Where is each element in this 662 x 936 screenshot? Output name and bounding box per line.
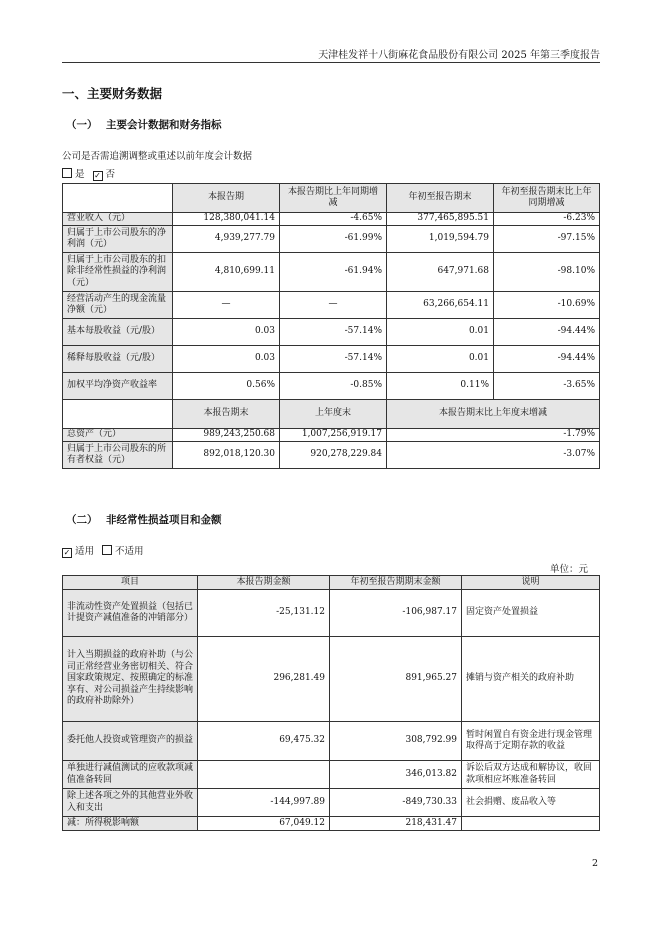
- value-cell: 989,243,250.68: [173, 429, 280, 442]
- current-amount-cell: [198, 761, 330, 789]
- column-header: 本报告期: [173, 184, 280, 213]
- subsection-number: （二）: [66, 514, 98, 526]
- key-financial-table: [62, 183, 600, 469]
- value-cell: -4.65%: [280, 213, 387, 226]
- value-cell: -61.99%: [280, 226, 387, 253]
- table-row: [63, 346, 600, 373]
- value-cell: 0.11%: [387, 373, 494, 400]
- note-cell: [462, 817, 600, 831]
- ytd-amount-cell: 346,013.82: [330, 761, 462, 789]
- subsection-number: （一）: [66, 119, 98, 131]
- value-cell: -6.23%: [494, 213, 600, 226]
- ytd-amount-cell: -106,987.17: [330, 590, 462, 637]
- value-cell: 892,018,120.30: [173, 442, 280, 469]
- value-cell: 0.56%: [173, 373, 280, 400]
- table-row: [63, 789, 600, 817]
- value-cell: -94.44%: [494, 319, 600, 346]
- column-header: 本报告期金额: [198, 576, 330, 590]
- checkbox-applicable-checked[interactable]: [62, 548, 72, 558]
- non-recurring-items-table: [62, 575, 600, 831]
- column-header: 本报告期末比上年度末增减: [387, 400, 600, 429]
- value-cell: 1,007,256,919.17: [280, 429, 387, 442]
- value-cell: -0.85%: [280, 373, 387, 400]
- applicability-options: [62, 543, 144, 558]
- value-cell: -10.69%: [494, 292, 600, 319]
- column-header: 上年度末: [280, 400, 387, 429]
- table-header-row-2: [63, 400, 600, 429]
- value-cell: 4,810,699.11: [173, 253, 280, 292]
- report-title: 天津桂发祥十八街麻花食品股份有限公司 2025 年第三季度报告: [318, 50, 600, 61]
- value-cell: -3.65%: [494, 373, 600, 400]
- table-row: [63, 442, 600, 469]
- current-amount-cell: 67,049.12: [198, 817, 330, 831]
- row-label: 营业收入（元）: [63, 213, 173, 226]
- table-row: [63, 226, 600, 253]
- table-row: [63, 722, 600, 761]
- value-cell: 0.03: [173, 319, 280, 346]
- current-amount-cell: 296,281.49: [198, 637, 330, 722]
- row-label: 基本每股收益（元/股）: [63, 319, 173, 346]
- value-cell: -97.15%: [494, 226, 600, 253]
- value-cell: 647,971.68: [387, 253, 494, 292]
- option-no-label: 否: [105, 169, 116, 180]
- option-yes-label: 是: [75, 169, 85, 180]
- value-cell: 377,465,895.51: [387, 213, 494, 226]
- ytd-amount-cell: 891,965.27: [330, 637, 462, 722]
- note-cell: 固定资产处置损益: [462, 590, 600, 637]
- column-header: 本报告期比上年同期增减: [280, 184, 387, 213]
- value-cell: -98.10%: [494, 253, 600, 292]
- value-cell: 128,380,041.14: [173, 213, 280, 226]
- value-cell: 4,939,277.79: [173, 226, 280, 253]
- ytd-amount-cell: 308,792.99: [330, 722, 462, 761]
- ytd-amount-cell: 218,431.47: [330, 817, 462, 831]
- check-icon: ✓: [94, 171, 101, 180]
- note-cell: 诉讼后双方达成和解协议，收回款项相应坏账准备转回: [462, 761, 600, 789]
- value-cell: —: [280, 292, 387, 319]
- row-label: 归属于上市公司股东的所有者权益（元）: [63, 442, 173, 469]
- row-label: 加权平均净资产收益率: [63, 373, 173, 400]
- value-cell: -94.44%: [494, 346, 600, 373]
- item-cell: 计入当期损益的政府补助（与公司正常经营业务密切相关、符合国家政策规定、按照确定的标准享有、对公司损益产生持续影响的政府补助除外）: [63, 637, 198, 722]
- section-title: 一、主要财务数据: [62, 86, 163, 101]
- note-cell: 社会捐赠、废品收入等: [462, 789, 600, 817]
- subsection-heading: 主要会计数据和财务指标: [106, 119, 222, 131]
- checkbox-yes[interactable]: [62, 168, 72, 178]
- current-amount-cell: 69,475.32: [198, 722, 330, 761]
- column-header: 年初至报告期末: [387, 184, 494, 213]
- table-row: [63, 761, 600, 789]
- value-cell: 63,266,654.11: [387, 292, 494, 319]
- item-cell: 单独进行减值测试的应收款项减值准备转回: [63, 761, 198, 789]
- row-label: 归属于上市公司股东的净利润（元）: [63, 226, 173, 253]
- table-row: [63, 817, 600, 831]
- page-number: 2: [591, 858, 598, 869]
- column-header: 说明: [462, 576, 600, 590]
- item-cell: 委托他人投资或管理资产的损益: [63, 722, 198, 761]
- table-row: [63, 373, 600, 400]
- table-row: [63, 319, 600, 346]
- note-cell: 暂时闲置自有资金进行现金管理取得高于定期存款的收益: [462, 722, 600, 761]
- value-cell: 1,019,594.79: [387, 226, 494, 253]
- table-row: [63, 429, 600, 442]
- table-header-row: [63, 576, 600, 590]
- check-icon: ✓: [63, 548, 71, 557]
- page-header: [62, 46, 600, 63]
- value-cell: 920,278,229.84: [280, 442, 387, 469]
- restatement-options: [62, 166, 115, 181]
- ytd-amount-cell: -849,730.33: [330, 789, 462, 817]
- checkbox-not-applicable[interactable]: [102, 545, 112, 555]
- row-label: 稀释每股收益（元/股）: [63, 346, 173, 373]
- value-cell: -57.14%: [280, 319, 387, 346]
- option-applicable-label: 适用: [75, 546, 95, 557]
- current-amount-cell: -144,997.89: [198, 789, 330, 817]
- table-row: [63, 292, 600, 319]
- row-label: 经营活动产生的现金流量净额（元）: [63, 292, 173, 319]
- table-row: [63, 637, 600, 722]
- row-label: 总资产（元）: [63, 429, 173, 442]
- table-header-row: [63, 184, 600, 213]
- unit-label: 单位：元: [549, 564, 588, 575]
- checkbox-no-checked[interactable]: [93, 171, 103, 181]
- value-cell: -61.94%: [280, 253, 387, 292]
- restatement-question: 公司是否需追溯调整或重述以前年度会计数据: [62, 151, 253, 162]
- value-cell: 0.01: [387, 319, 494, 346]
- subsection-heading: 非经常性损益项目和金额: [106, 514, 222, 526]
- table-row: [63, 213, 600, 226]
- table-row: [63, 590, 600, 637]
- blank-header-cell: [63, 184, 173, 213]
- option-not-applicable-label: 不适用: [115, 546, 144, 557]
- item-cell: 减：所得税影响额: [63, 817, 198, 831]
- column-header: 本报告期末: [173, 400, 280, 429]
- column-header: 项目: [63, 576, 198, 590]
- column-header: 年初至报告期末比上年同期增减: [494, 184, 600, 213]
- item-cell: 非流动性资产处置损益（包括已计提资产减值准备的冲销部分）: [63, 590, 198, 637]
- row-label: 归属于上市公司股东的扣除非经常性损益的净利润（元）: [63, 253, 173, 292]
- item-cell: 除上述各项之外的其他营业外收入和支出: [63, 789, 198, 817]
- table-row: [63, 253, 600, 292]
- subsection-title-1: [66, 117, 222, 132]
- value-cell: —: [173, 292, 280, 319]
- value-cell: 0.03: [173, 346, 280, 373]
- blank-header-cell: [63, 400, 173, 429]
- value-cell: -1.79%: [387, 429, 600, 442]
- value-cell: -3.07%: [387, 442, 600, 469]
- subsection-title-2: [66, 512, 222, 527]
- column-header: 年初至报告期期末金额: [330, 576, 462, 590]
- current-amount-cell: -25,131.12: [198, 590, 330, 637]
- value-cell: -57.14%: [280, 346, 387, 373]
- value-cell: 0.01: [387, 346, 494, 373]
- note-cell: 摊销与资产相关的政府补助: [462, 637, 600, 722]
